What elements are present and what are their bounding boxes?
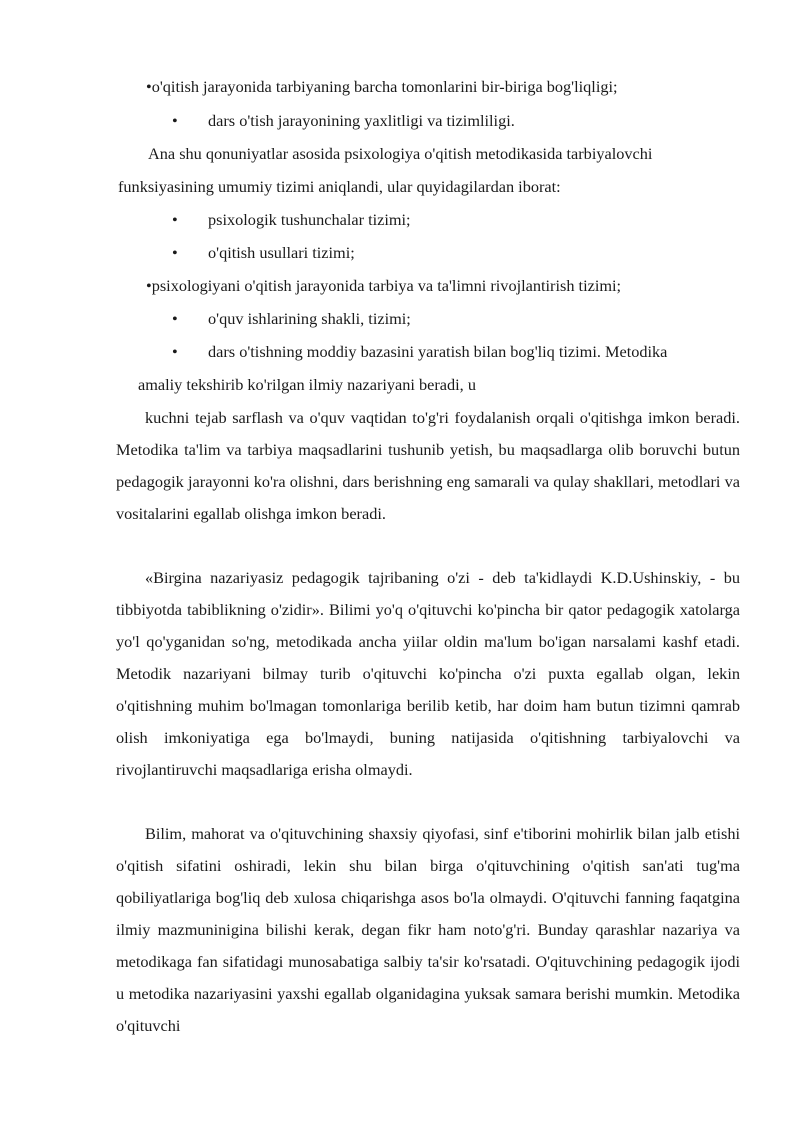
paragraph-3: Bilim, mahorat va o'qituvchining shaxsiy qiyofasi, sinf e'tiborini mohirlik bilan jalb etishi o'qitish sifatini oshiradi, lekin shu bilan birga o'qituvchining o'qitish san'ati tug'ma qobiliyatlariga bog'liq deb xulosa chiqarishga asos bo'la olmaydi. O'qituvchi fanning faqatgina ilmiy mazmuninigina bilishi kerak, degan fikr ham noto'g'ri. Bunday qarashlar nazariya va metodikaga fan sifatidagi munosabatiga salbiy ta'sir ko'rsatadi. O'qituvchining pedagogik ijodi u metodika nazariyasini yaxshi egallab olganidagina yuksak samara berishi mumkin. Metodika o'qituvchi bbox=[116, 824, 740, 1035]
bullet-icon: • bbox=[172, 342, 178, 361]
intro-line-1: Ana shu qonuniyatlar asosida psixologiya o'qitish metodikasida tarbiyalovchi bbox=[148, 144, 653, 163]
list-b-item-2: o'qitish usullari tizimi; bbox=[208, 243, 355, 262]
list-b-item-4: o'quv ishlarining shakli, tizimi; bbox=[208, 309, 411, 328]
bullet-icon: • bbox=[172, 210, 178, 229]
list-b-item-3: •psixologiyani o'qitish jarayonida tarbiya va ta'limni rivojlantirish tizimi; bbox=[146, 276, 622, 295]
bullet-icon: • bbox=[172, 309, 178, 328]
list-a-item-2: dars o'tish jarayonining yaxlitligi va tizimliligi. bbox=[208, 111, 515, 130]
paragraph-1: kuchni tejab sarflash va o'quv vaqtidan to'g'ri foydalanish orqali o'qitishga imkon beradi. Metodika ta'lim va tarbiya maqsadlarini tushunib yetish, bu maqsadlarga olib boruvchi butun pedagogik jarayonni ko'ra olishni, dars berishning eng samarali va qulay shakllari, metodlari va vositalarini egallab olishga imkon beradi. bbox=[116, 408, 740, 523]
bullet-icon: • bbox=[172, 111, 178, 130]
list-b-item-5: dars o'tishning moddiy bazasini yaratish bilan bog'liq tizimi. Metodika bbox=[208, 342, 668, 361]
list-a-item-1: •o'qitish jarayonida tarbiyaning barcha tomonlarini bir-biriga bog'liqligi; bbox=[146, 77, 618, 96]
bullet-icon: • bbox=[172, 243, 178, 262]
intro-line-2: funksiyasining umumiy tizimi aniqlandi, ular quyidagilardan iborat: bbox=[118, 177, 561, 196]
continuation-line: amaliy tekshirib ko'rilgan ilmiy nazariyani beradi, u bbox=[138, 375, 476, 394]
paragraph-2: «Birgina nazariyasiz pedagogik tajribaning o'zi - deb ta'kidlaydi K.D.Ushinskiy, - bu tibbiyotda tabiblikning o'zidir». Bilimi yo'q o'qituvchi ko'pincha bir qator pedagogik xatolarga yo'l qo'yganidan so'ng, metodikada ancha yiilar oldin ma'lum bo'igan narsalami kashf etadi. Metodik nazariyani bilmay turib o'qituvchi ko'pincha o'zi puxta egallab olgan, lekin o'qitishning muhim bo'lmagan tomonlariga berilib ketib, har doim ham butun tizimni qamrab olish imkoniyatiga ega bo'lmaydi, buning natijasida o'qitishning tarbiyalovchi va rivojlantiruvchi maqsadlariga erisha olmaydi. bbox=[116, 568, 740, 779]
list-b-item-1: psixologik tushunchalar tizimi; bbox=[208, 210, 411, 229]
